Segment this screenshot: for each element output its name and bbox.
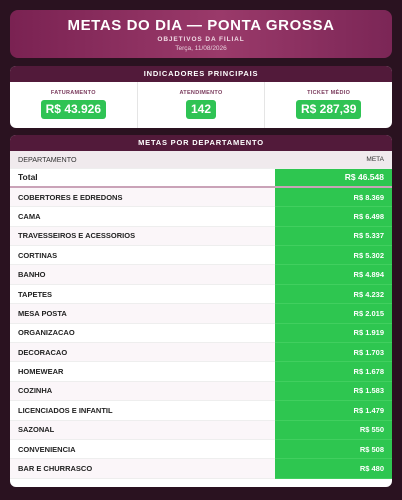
department-goal: R$ 1.703 [275, 343, 392, 362]
department-name: LICENCIADOS E INFANTIL [10, 401, 275, 420]
department-name: SAZONAL [10, 420, 275, 439]
indicators-title: INDICADORES PRINCIPAIS [10, 66, 392, 82]
departments-title: METAS POR DEPARTAMENTO [10, 135, 392, 151]
table-row [10, 265, 392, 284]
department-goal: R$ 8.369 [275, 187, 392, 206]
page-date: Terça, 11/08/2026 [175, 45, 227, 52]
department-name: BAR E CHURRASCO [10, 459, 275, 478]
table-row [10, 401, 392, 420]
department-goal: R$ 480 [275, 459, 392, 478]
department-name: TAPETES [10, 284, 275, 303]
column-header-department: DEPARTAMENTO [10, 151, 275, 168]
table-row [10, 226, 392, 245]
department-goal: R$ 4.232 [275, 284, 392, 303]
table-row [10, 187, 392, 206]
page-title: METAS DO DIA — PONTA GROSSA [67, 17, 335, 34]
table-row [10, 246, 392, 265]
column-header-goal: META [275, 151, 392, 168]
departments-table [10, 151, 392, 479]
kpi-ticket [265, 82, 392, 128]
kpi-attendance [138, 82, 266, 128]
department-goal: R$ 1.479 [275, 401, 392, 420]
department-goal: R$ 5.302 [275, 246, 392, 265]
kpi-revenue-value: R$ 43.926 [41, 100, 106, 119]
table-row [10, 381, 392, 400]
table-row [10, 323, 392, 342]
kpi-revenue-label: FATURAMENTO [50, 90, 96, 96]
total-label: Total [10, 168, 275, 187]
department-goal: R$ 1.583 [275, 381, 392, 400]
kpi-ticket-value: R$ 287,39 [296, 100, 361, 119]
table-row [10, 207, 392, 226]
department-name: COZINHA [10, 381, 275, 400]
department-goal: R$ 5.337 [275, 226, 392, 245]
page-subtitle: OBJETIVOS DA FILIAL [157, 36, 245, 43]
department-name: ORGANIZACAO [10, 323, 275, 342]
department-goal: R$ 1.678 [275, 362, 392, 381]
kpi-ticket-label: TICKET MÉDIO [307, 90, 351, 96]
table-row [10, 459, 392, 478]
department-name: TRAVESSEIROS E ACESSORIOS [10, 226, 275, 245]
department-name: BANHO [10, 265, 275, 284]
department-name: DECORACAO [10, 343, 275, 362]
departments-panel [10, 135, 392, 487]
department-name: COBERTORES E EDREDONS [10, 187, 275, 206]
department-goal: R$ 1.919 [275, 323, 392, 342]
table-row [10, 439, 392, 458]
department-name: HOMEWEAR [10, 362, 275, 381]
department-name: CORTINAS [10, 246, 275, 265]
total-row [10, 168, 392, 187]
table-row [10, 304, 392, 323]
department-name: MESA POSTA [10, 304, 275, 323]
table-row [10, 284, 392, 303]
department-goal: R$ 6.498 [275, 207, 392, 226]
table-row [10, 343, 392, 362]
department-name: CAMA [10, 207, 275, 226]
table-row [10, 362, 392, 381]
page-header [10, 10, 392, 58]
kpi-revenue [10, 82, 138, 128]
indicators-panel [10, 66, 392, 128]
total-value: R$ 46.548 [275, 168, 392, 187]
department-goal: R$ 2.015 [275, 304, 392, 323]
table-header-row [10, 151, 392, 168]
department-goal: R$ 508 [275, 439, 392, 458]
indicators-row [10, 82, 392, 128]
department-name: CONVENIENCIA [10, 439, 275, 458]
kpi-attendance-label: ATENDIMENTO [179, 90, 223, 96]
kpi-attendance-value: 142 [186, 100, 216, 119]
department-goal: R$ 4.894 [275, 265, 392, 284]
table-row [10, 420, 392, 439]
department-goal: R$ 550 [275, 420, 392, 439]
